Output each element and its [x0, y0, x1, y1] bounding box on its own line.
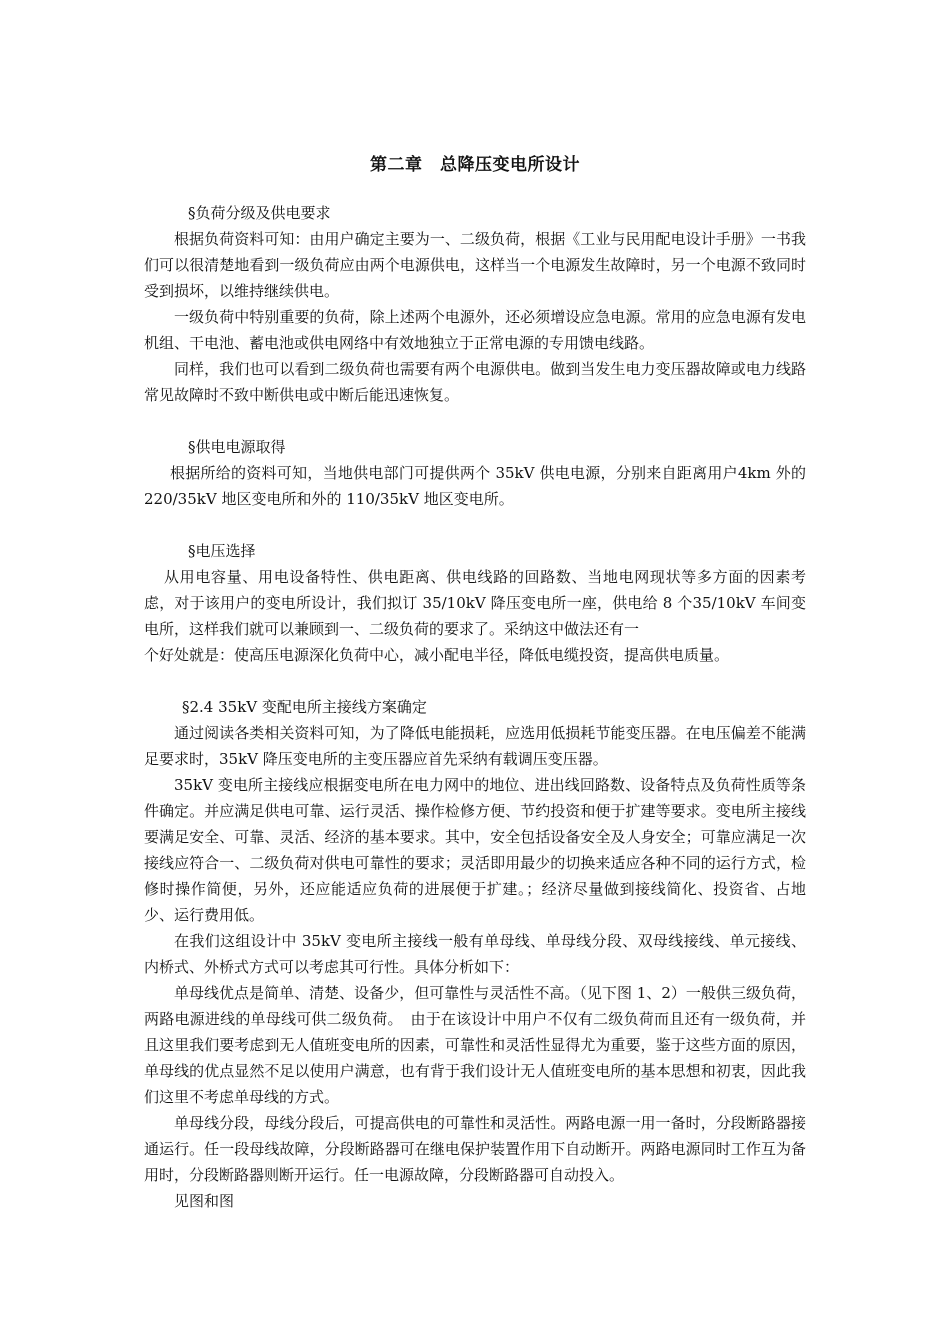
paragraph: 根据负荷资料可知：由用户确定主要为一、二级负荷，根据《工业与民用配电设计手册》一书我们可以很清楚地看到一级负荷应由两个电源供电，这样当一个电源发生故障时，另一个电源不致同时受到损坏，以维持继续供电。: [144, 230, 806, 300]
document-body: [144, 200, 806, 1214]
section-heading-main-wiring: §2.4 35kV 变配电所主接线方案确定: [182, 698, 427, 716]
spacer: [144, 512, 806, 538]
spacer: [144, 408, 806, 434]
paragraph: 个好处就是：使高压电源深化负荷中心，减小配电半径，降低电缆投资，提高供电质量。: [144, 646, 730, 664]
section-heading-power-source: §供电电源取得: [188, 438, 286, 456]
paragraph: 见图和图: [174, 1192, 235, 1210]
chapter-title: 第二章 总降压变电所设计: [370, 155, 580, 175]
paragraph: 在我们这组设计中 35kV 变电所主接线一般有单母线、单母线分段、双母线接线、单元接线、内桥式、外桥式方式可以考虑其可行性。具体分析如下：: [144, 932, 806, 976]
paragraph: 根据所给的资料可知，当地供电部门可提供两个 35kV 供电电源，分别来自距离用户4km 外的 220/35kV 地区变电所和外的 110/35kV 地区变电所。: [144, 464, 806, 508]
paragraph: 单母线优点是简单、清楚、设备少，但可靠性与灵活性不高。（见下图 1、2）一般供三级负荷，两路电源进线的单母线可供二级负荷。 由于在该设计中用户不仅有二级负荷而且还有一级负荷，并且这里我们要考虑到无人值班变电所的因素，可靠性和灵活性显得尤为重要，鉴于这些方面的原因，单母线的优点显然不足以使用户满意，也有背于我们设计无人值班变电所的基本思想和初衷，因此我们这里不考虑单母线的方式。: [144, 984, 806, 1106]
paragraph: 同样，我们也可以看到二级负荷也需要有两个电源供电。做到当发生电力变压器故障或电力线路常见故障时不致中断供电或中断后能迅速恢复。: [144, 360, 806, 404]
section-heading-voltage-selection: §电压选择: [188, 542, 256, 560]
spacer: [144, 668, 806, 694]
section-heading-load-classification: §负荷分级及供电要求: [188, 204, 331, 222]
paragraph: 35kV 变电所主接线应根据变电所在电力网中的地位、进出线回路数、设备特点及负荷性质等条件确定。并应满足供电可靠、运行灵活、操作检修方便、节约投资和便于扩建等要求。变电所主接线要满足安全、可靠、灵活、经济的基本要求。其中，安全包括设备安全及人身安全；可靠应满足一次接线应符合一、二级负荷对供电可靠性的要求；灵活即用最少的切换来适应各种不同的运行方式，检修时操作简便，另外，还应能适应负荷的进展便于扩建。；经济尽量做到接线简化、投资省、占地少、运行费用低。: [144, 776, 806, 924]
paragraph: 单母线分段，母线分段后，可提高供电的可靠性和灵活性。两路电源一用一备时，分段断路器接通运行。任一段母线故障，分段断路器可在继电保护装置作用下自动断开。两路电源同时工作互为备用时，分段断路器则断开运行。任一电源故障，分段断路器可自动投入。: [144, 1114, 806, 1184]
paragraph: 从用电容量、用电设备特性、供电距离、供电线路的回路数、当地电网现状等多方面的因素考虑，对于该用户的变电所设计，我们拟订 35/10kV 降压变电所一座，供电给 8 个35/10kV 车间变电所，这样我们就可以兼顾到一、二级负荷的要求了。采纳这中做法还有一: [144, 568, 806, 638]
paragraph: 通过阅读各类相关资料可知，为了降低电能损耗，应选用低损耗节能变压器。在电压偏差不能满足要求时，35kV 降压变电所的主变压器应首先采纳有载调压变压器。: [144, 724, 806, 768]
paragraph: 一级负荷中特别重要的负荷，除上述两个电源外，还必须增设应急电源。常用的应急电源有发电机组、干电池、蓄电池或供电网络中有效地独立于正常电源的专用馈电线路。: [144, 308, 806, 352]
